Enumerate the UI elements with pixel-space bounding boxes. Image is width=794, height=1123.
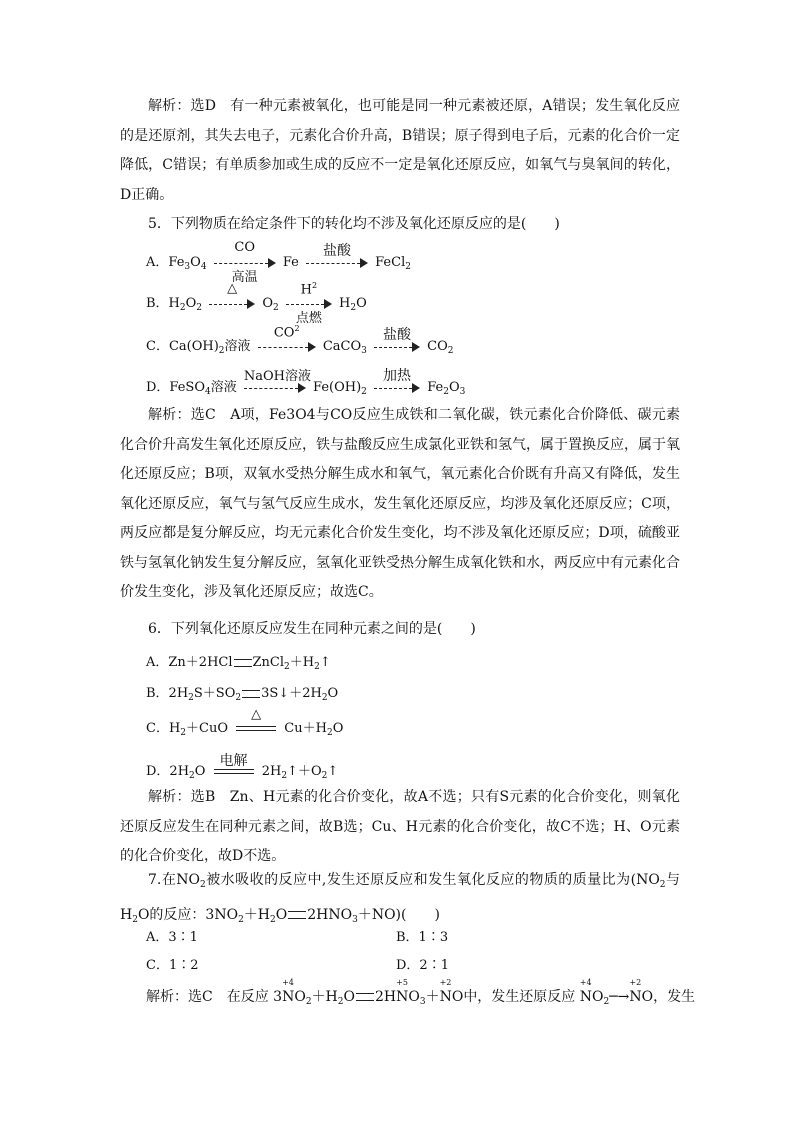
equals-arrow: 电解 (214, 765, 254, 779)
q6-option-d: D．$2H_2O$ 电解 $2H_2↑+O_2↑$ (146, 752, 339, 781)
q7-option-b: B．1∶3 (396, 930, 449, 945)
analysis-q6: 解析：选B Zn、H元素的化合价变化，故A不选；只有S元素的化合价变化，则氧化还原反应发生在同种元素之间，故B选；Cu、H元素的化合价变化，故C不选；H、O元素的化合价变化，故D不选。 (120, 789, 680, 864)
q5-option-d: D．FeSO$_4$溶液 NaOH溶液 $Fe(OH)_2$ 加热 $Fe_2O_3$ (146, 367, 466, 397)
analysis-q7: 解析：选C 在反应 3 +4 $NO_2+H_2O$ 2H +5 $NO_3+$ +2 NO中，发生还原反应 +4 $NO_2─\to$ +2 NO，发生 (146, 978, 696, 1007)
q7-option-c: C．1∶2 (146, 958, 199, 973)
q6-option-c: C．$H_2+CuO$ △ $Cu+H_2O$ (146, 706, 344, 738)
equals-arrow: △ (236, 722, 276, 736)
reaction-arrow: 盐酸 (374, 340, 420, 354)
reaction-arrow: CO 高温 (214, 256, 276, 270)
question-7: 7.在$NO_2$被水吸收的反应中,发生还原反应和发生氧化反应的物质的质量比为($NO_2$与$H_2O$的反应：$3NO_2+H_2O$ $2HNO_3+NO$)( ) (120, 872, 680, 925)
reaction-arrow: $CO^2$ (258, 340, 316, 354)
reaction-arrow: △ (209, 297, 255, 311)
analysis-q5: 解析：选C A项，Fe3O4与CO反应生成铁和二氧化碳，铁元素化合价降低、碳元素化合价升高发生氧化还原反应，铁与盐酸反应生成氯化亚铁和氢气，属于置换反应，属于氧化还原反应；B项，双氧水受热分解生成水和氧气，氧元素化合价既有升高又有降低，发生氧化还原反应，氧气与氢气反应生成水，发生氧化还原反应，均涉及氧化还原反应；C项，两反应都是复分解反应，均无元素化合价发生变化，均不涉及氧化还原反应；D项，硫酸亚铁与氢氧化钠发生复分解反应，氢氧化亚铁受热分解生成氧化铁和水，两反应中有元素化合价发生变化，涉及氧化还原反应；故选C。 (120, 407, 680, 600)
q7-option-a: A．3∶1 (146, 930, 198, 945)
reaction-arrow: 盐酸 (306, 256, 368, 270)
reaction-arrow: NaOH溶液 (244, 381, 306, 395)
analysis-q4: 解析：选D 有一种元素被氧化，也可能是同一种元素被还原，A错误；发生氧化反应的是还原剂，其失去电子，元素化合价升高，B错误；原子得到电子后，元素的化合价一定降低，C错误；有单质参加或生成的反应不一定是氧化还原反应，如氧气与臭氧间的转化，D正确。 (120, 98, 680, 203)
q7-option-d: D．2∶1 (396, 958, 449, 973)
q5-option-b: B．$H_2O_2$ △ $O_2$ $H^2$ 点燃 $H_2O$ (146, 280, 367, 326)
question-5: 5．下列物质在给定条件下的转化均不涉及氧化还原反应的是( ) (148, 216, 560, 232)
q6-option-b: B．$2H_2S+SO_2$ $3S↓+2H_2O$ (146, 686, 339, 703)
reaction-arrow: 加热 (374, 381, 420, 395)
q5-option-a: A．$Fe_3O_4$ CO 高温 Fe 盐酸 FeCl$_2$ (146, 239, 411, 285)
q6-option-a: A．Zn＋2HCl $ZnCl_2+H_2↑$ (146, 655, 331, 672)
reaction-arrow: $H^2$ 点燃 (286, 297, 332, 311)
q5-option-c: C．$Ca(OH)_2$溶液 $CO^2$ CaCO$_3$ 盐酸 $CO_2$ (146, 323, 454, 356)
question-6: 6．下列氧化还原反应发生在同种元素之间的是( ) (148, 621, 476, 637)
